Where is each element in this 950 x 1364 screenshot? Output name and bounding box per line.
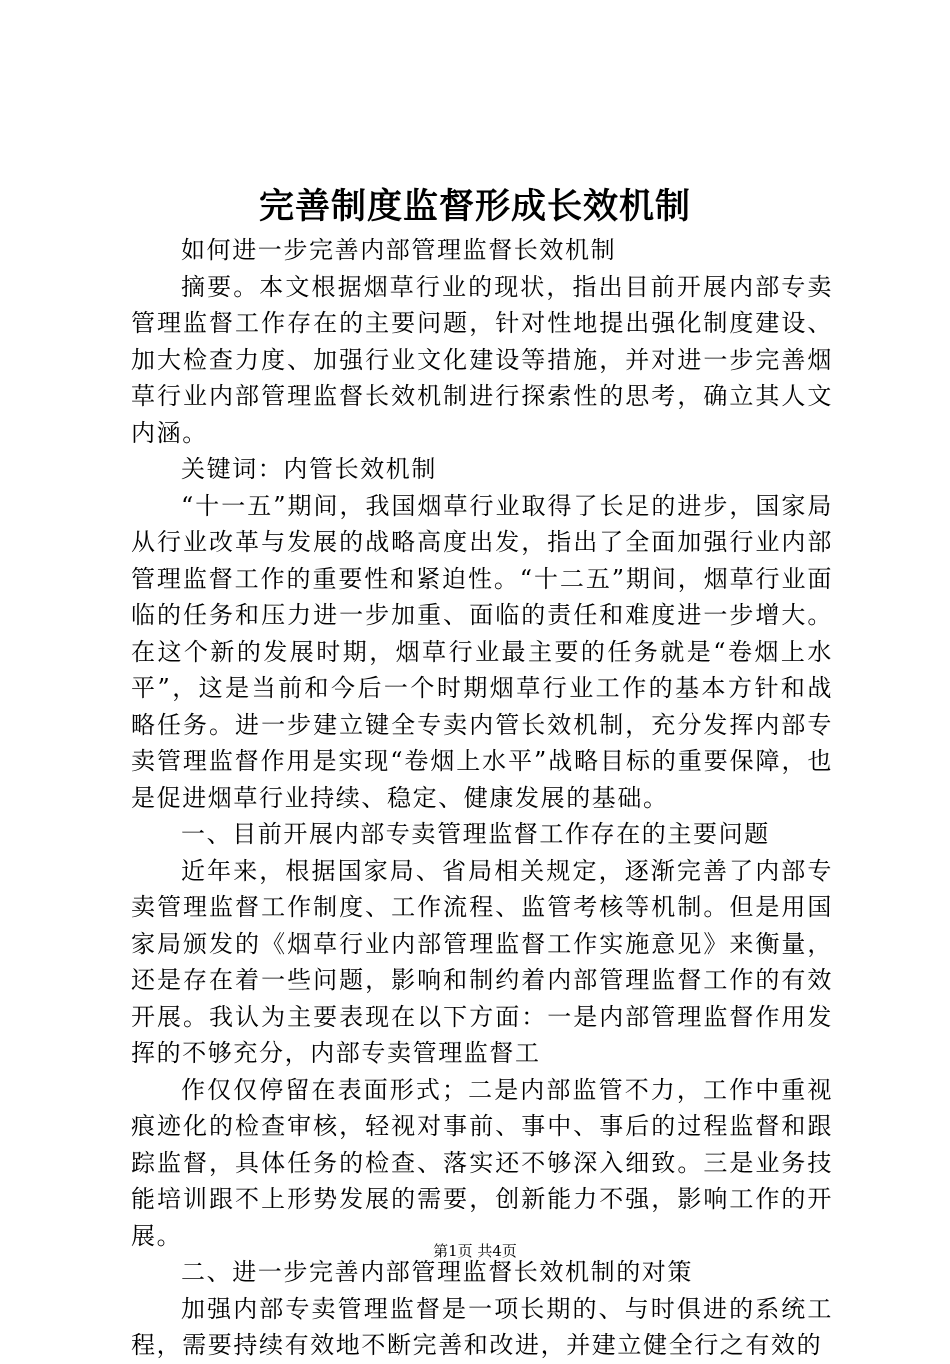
section-heading: 一、目前开展内部专卖管理监督工作存在的主要问题 <box>181 820 770 848</box>
body-paragraph: 加强内部专卖管理监督是一项长期的、与时俱进的系统工程，需要持续有效地不断完善和改进，并建立健全行之有效的 <box>131 1294 833 1359</box>
section-heading: 二、进一步完善内部管理监督长效机制的对策 <box>181 1258 693 1286</box>
keywords-paragraph: 关键词：内管长效机制 <box>181 455 437 483</box>
document-body <box>131 232 833 1364</box>
body-paragraph: 近年来，根据国家局、省局相关规定，逐渐完善了内部专卖管理监督工作制度、工作流程、监管考核等机制。但是用国家局颁发的《烟草行业内部管理监督工作实施意见》来衡量，还是存在着一些问题，影响和制约着内部管理监督工作的有效开展。我认为主要表现在以下方面：一是内部管理监督作用发挥的不够充分，内部专卖管理监督工 <box>131 856 833 1067</box>
document-title: 完善制度监督形成长效机制 <box>258 186 691 227</box>
body-paragraph: “十一五”期间，我国烟草行业取得了长足的进步，国家局从行业改革与发展的战略高度出发，指出了全面加强行业内部管理监督工作的重要性和紧迫性。“十二五”期间，烟草行业面临的任务和压力进一步加重、面临的责任和难度进一步增大。在这个新的发展时期，烟草行业最主要的任务就是“卷烟上水平”，这是当前和今后一个时期烟草行业工作的基本方针和战略任务。进一步建立键全专卖内管长效机制，充分发挥内部专卖管理监督作用是实现“卷烟上水平”战略目标的重要保障，也是促进烟草行业持续、稳定、健康发展的基础。 <box>131 491 833 812</box>
subtitle-paragraph: 如何进一步完善内部管理监督长效机制 <box>181 236 617 264</box>
body-paragraph: 作仅仅停留在表面形式；二是内部监管不力，工作中重视痕迹化的检查审核，轻视对事前、事中、事后的过程监督和跟踪监督，具体任务的检查、落实还不够深入细致。三是业务技能培训跟不上形势发展的需要，创新能力不强，影响工作的开展。 <box>131 1075 833 1250</box>
page-footer: 第1页 共4页 <box>433 1242 517 1260</box>
abstract-paragraph: 摘要。本文根据烟草行业的现状，指出目前开展内部专卖管理监督工作存在的主要问题，针对性地提出强化制度建设、加大检查力度、加强行业文化建设等措施，并对进一步完善烟草行业内部管理监督长效机制进行探索性的思考，确立其人文内涵。 <box>131 272 833 447</box>
